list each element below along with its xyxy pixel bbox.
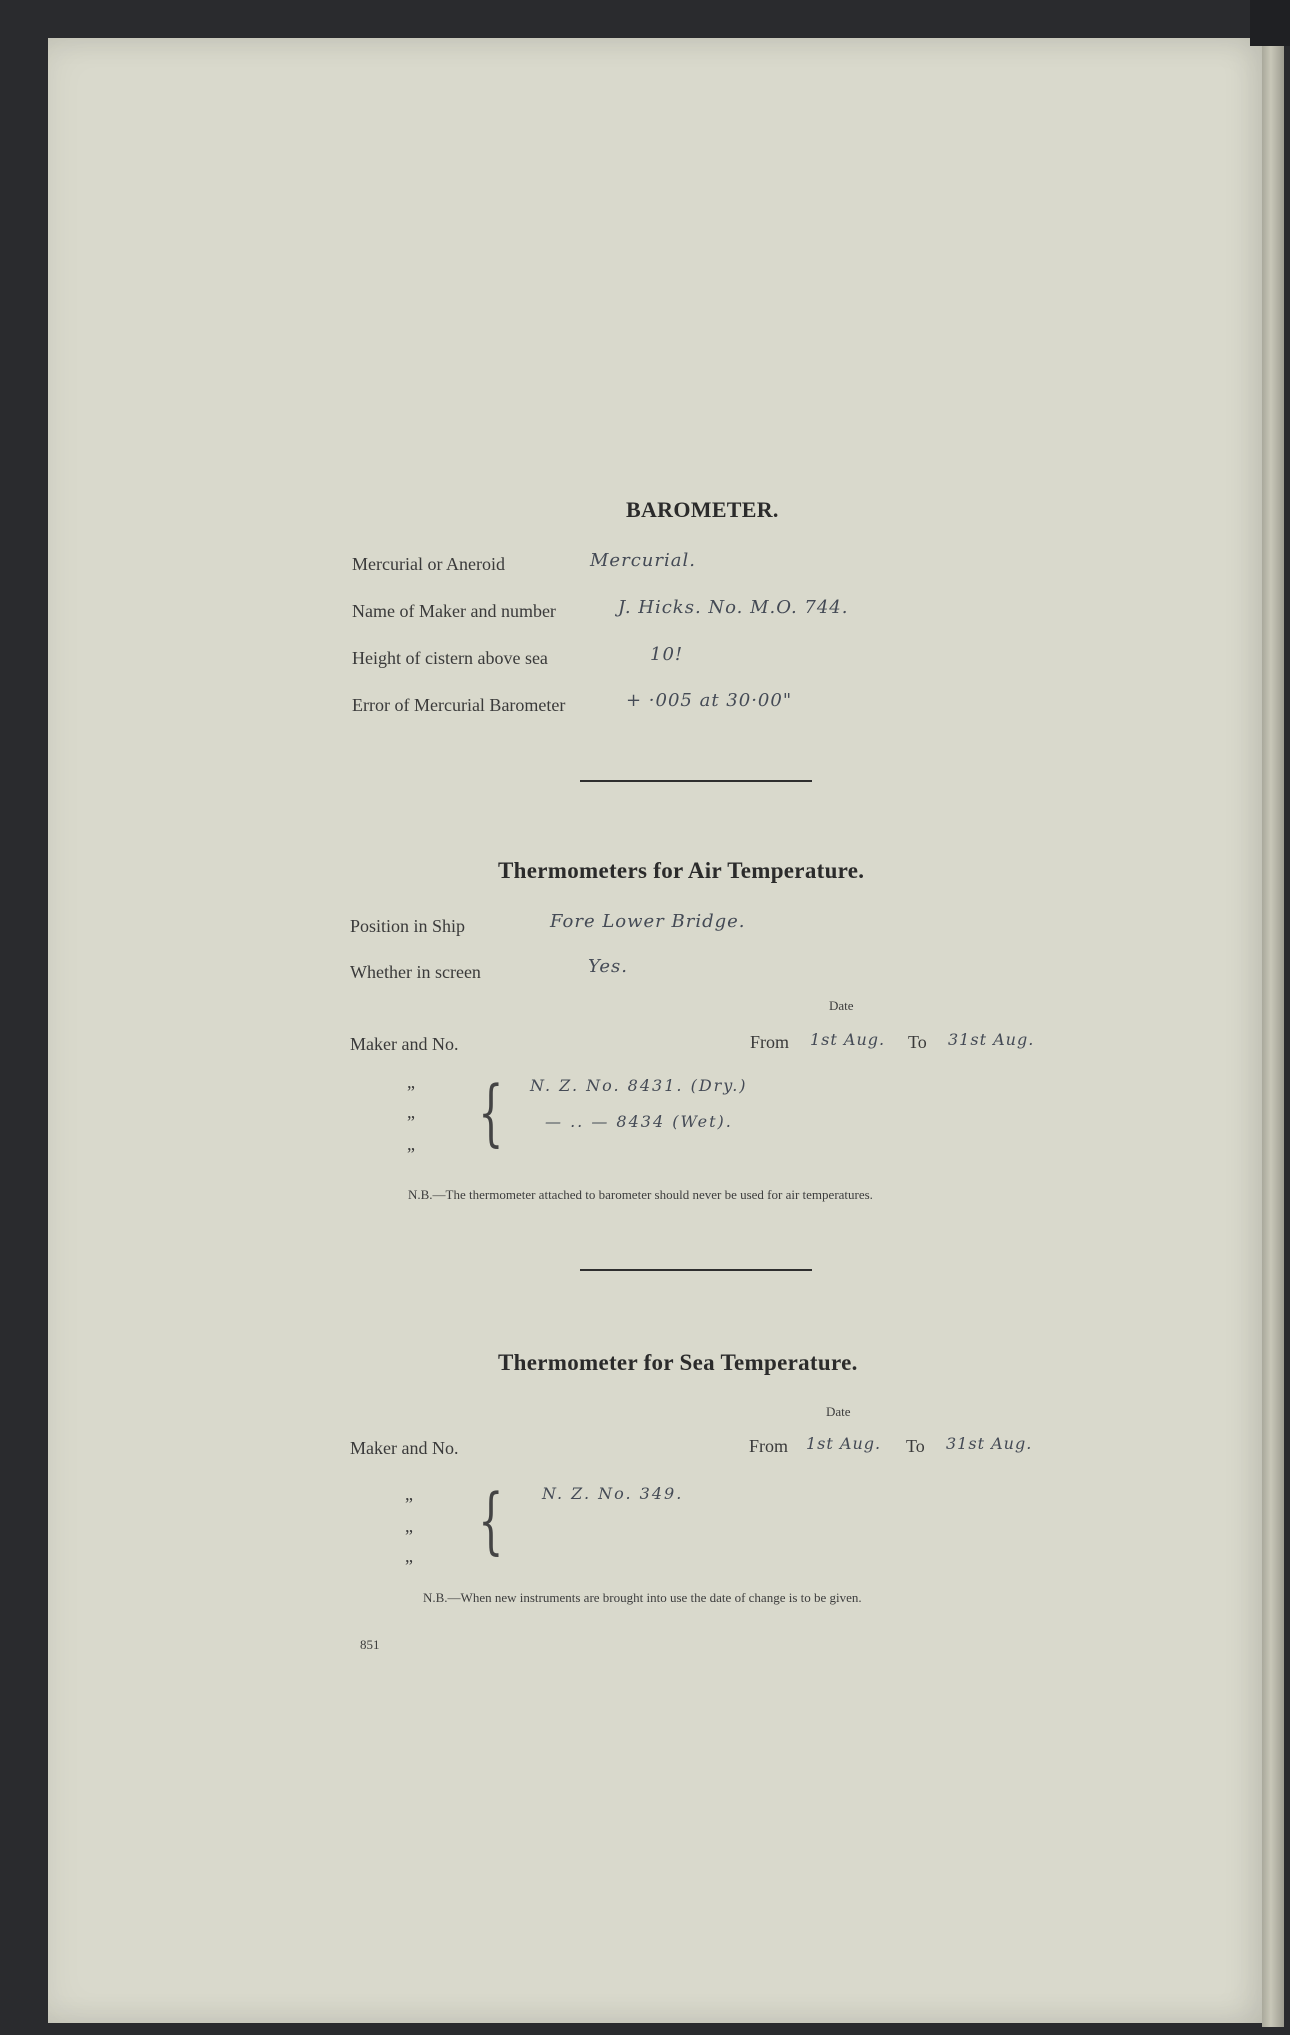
air-note: N.B.—The thermometer attached to barometer should never be used for air temperatures. xyxy=(408,1187,873,1202)
sea-from-label: From xyxy=(749,1436,789,1456)
sea-entry-1: N. Z. No. 349. xyxy=(542,1484,684,1503)
sea-maker-label: Maker and No. xyxy=(350,1438,459,1458)
air-brace-icon: { xyxy=(478,1070,504,1154)
background-corner xyxy=(1250,0,1290,46)
air-entry-1: N. Z. No. 8431. (Dry.) xyxy=(530,1076,748,1095)
sea-to-label: To xyxy=(906,1436,925,1456)
sea-note: N.B.—When new instruments are brought into use the date of change is to be given. xyxy=(423,1590,862,1605)
page-number: 851 xyxy=(360,1637,380,1652)
sea-title: Thermometer for Sea Temperature. xyxy=(498,1350,858,1375)
sea-brace-icon: { xyxy=(478,1478,504,1562)
sea-ditto-3: ” xyxy=(405,1556,413,1576)
air-ditto-1: ” xyxy=(407,1082,415,1102)
sea-ditto-2: ” xyxy=(405,1526,413,1546)
air-ditto-2: ” xyxy=(407,1112,415,1132)
ledger-page xyxy=(48,38,1270,2023)
air-from-label: From xyxy=(750,1032,790,1052)
air-position-value: Fore Lower Bridge. xyxy=(550,911,746,932)
air-position-label: Position in Ship xyxy=(350,916,466,936)
barometer-label-maker: Name of Maker and number xyxy=(352,601,556,621)
barometer-title: BAROMETER. xyxy=(626,497,779,522)
sea-date-label: Date xyxy=(826,1404,851,1419)
air-maker-label: Maker and No. xyxy=(350,1034,459,1054)
air-to-label: To xyxy=(908,1032,927,1052)
barometer-label-error: Error of Mercurial Barometer xyxy=(352,695,566,715)
section-divider-1 xyxy=(580,780,812,782)
air-ditto-3: ” xyxy=(407,1144,415,1164)
barometer-label-height: Height of cistern above sea xyxy=(352,648,548,668)
sea-to-value: 31st Aug. xyxy=(946,1434,1033,1453)
sea-from-value: 1st Aug. xyxy=(806,1434,882,1453)
sea-ditto-1: ” xyxy=(405,1494,413,1514)
section-divider-2 xyxy=(580,1269,812,1271)
air-screen-value: Yes. xyxy=(588,956,628,977)
air-entry-2: — .. — 8434 (Wet). xyxy=(545,1112,733,1131)
barometer-value-maker: J. Hicks. No. M.O. 744. xyxy=(618,597,849,618)
barometer-value-type: Mercurial. xyxy=(590,550,696,571)
air-to-value: 31st Aug. xyxy=(948,1030,1035,1049)
air-screen-label: Whether in screen xyxy=(350,962,481,982)
barometer-value-height: 10! xyxy=(650,644,684,665)
air-title: Thermometers for Air Temperature. xyxy=(498,858,865,883)
page-edge xyxy=(1262,42,1284,2027)
barometer-value-error: + ·005 at 30·00" xyxy=(626,690,793,711)
air-date-label: Date xyxy=(829,998,854,1013)
air-from-value: 1st Aug. xyxy=(810,1030,886,1049)
barometer-label-type: Mercurial or Aneroid xyxy=(352,554,505,574)
